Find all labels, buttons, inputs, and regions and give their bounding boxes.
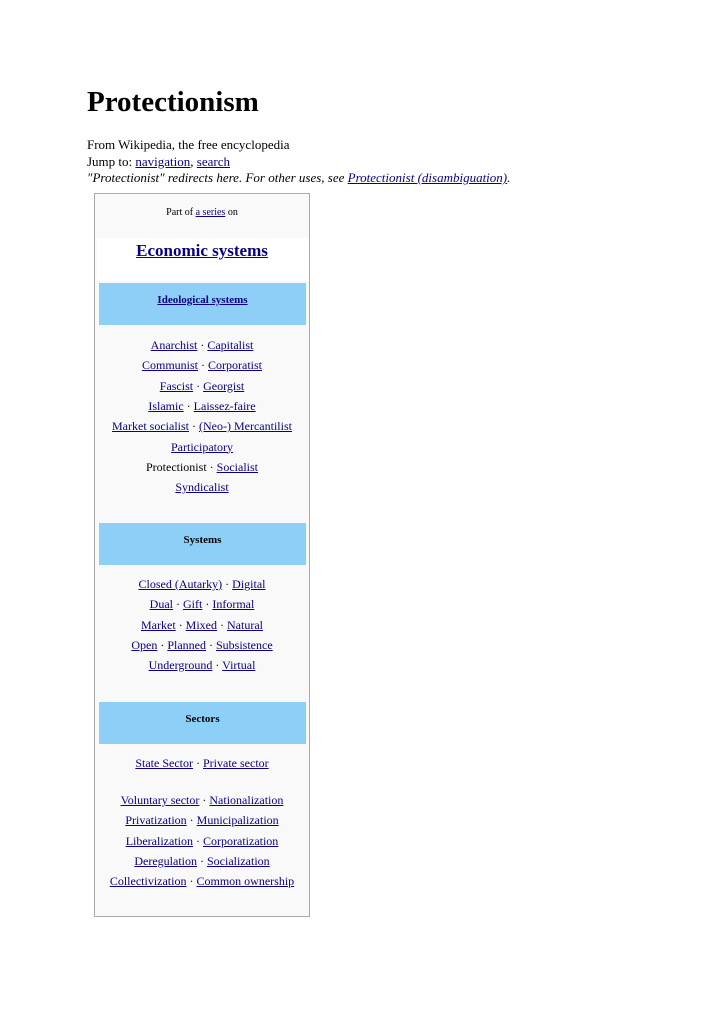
sidebar-heading bbox=[94, 241, 310, 261]
sidebar-row bbox=[94, 618, 310, 633]
part-of-prefix: Part of bbox=[166, 207, 194, 218]
separator-dot: · bbox=[186, 874, 197, 889]
separator-dot: · bbox=[197, 853, 207, 868]
sidebar-link-laissez-faire[interactable]: Laissez-faire bbox=[193, 398, 256, 413]
part-of-suffix: on bbox=[227, 207, 238, 218]
separator-dot: · bbox=[198, 358, 208, 373]
redirect-note bbox=[87, 170, 687, 187]
sidebar-link-neo-mercantilist[interactable]: (Neo-) Mercantilist bbox=[199, 419, 292, 434]
ideological-band bbox=[99, 283, 306, 325]
sidebar-row bbox=[94, 480, 310, 495]
sidebar-link-socialist[interactable]: Socialist bbox=[216, 459, 258, 474]
sidebar-link-georgist[interactable]: Georgist bbox=[203, 378, 245, 393]
separator-dot: · bbox=[183, 398, 194, 413]
economic-systems-link[interactable]: Economic systems bbox=[136, 241, 268, 260]
sidebar-row bbox=[94, 358, 310, 373]
navigation-link[interactable]: navigation bbox=[135, 153, 191, 169]
sidebar-link-closed-autarky[interactable]: Closed (Autarky) bbox=[138, 577, 223, 591]
separator-dot: · bbox=[202, 597, 213, 612]
systems-band bbox=[99, 523, 306, 565]
sidebar-row bbox=[94, 854, 310, 869]
sidebar-row bbox=[94, 638, 310, 653]
sidebar-link-syndicalist[interactable]: Syndicalist bbox=[175, 480, 229, 495]
sidebar-link-voluntary-sector[interactable]: Voluntary sector bbox=[120, 793, 200, 807]
sidebar-link-dual[interactable]: Dual bbox=[149, 597, 173, 612]
systems-heading: Systems bbox=[183, 534, 222, 546]
sidebar-link-fascist[interactable]: Fascist bbox=[159, 378, 194, 393]
separator-dot: · bbox=[193, 756, 203, 770]
separator-dot: · bbox=[175, 617, 186, 632]
sidebar-link-digital[interactable]: Digital bbox=[232, 577, 266, 591]
sidebar-row bbox=[94, 577, 310, 592]
separator-dot: · bbox=[193, 378, 204, 393]
redirect-text: "Protectionist" redirects here. For other uses, see bbox=[87, 170, 345, 185]
part-of-series bbox=[94, 207, 310, 219]
sidebar-link-market-socialist[interactable]: Market socialist bbox=[112, 419, 189, 434]
search-link[interactable]: search bbox=[196, 153, 230, 169]
sidebar-link-collectivization[interactable]: Collectivization bbox=[109, 874, 187, 889]
sidebar-link-capitalist[interactable]: Capitalist bbox=[207, 338, 254, 352]
sidebar-link-liberalization[interactable]: Liberalization bbox=[125, 833, 193, 848]
sidebar-link-common-ownership[interactable]: Common ownership bbox=[196, 874, 295, 889]
disambiguation-link[interactable]: Protectionist (disambiguation) bbox=[347, 170, 508, 185]
separator-dot: · bbox=[217, 617, 227, 632]
sidebar-link-natural[interactable]: Natural bbox=[227, 617, 263, 632]
sidebar-link-open[interactable]: Open bbox=[131, 637, 158, 652]
separator-dot: · bbox=[197, 338, 208, 352]
sidebar-row bbox=[94, 338, 310, 353]
separator-dot: · bbox=[206, 459, 217, 474]
jump-separator: , bbox=[190, 153, 194, 169]
sidebar-link-corporatist[interactable]: Corporatist bbox=[208, 358, 262, 373]
page-title: Protectionism bbox=[87, 86, 259, 118]
sidebar-row bbox=[94, 658, 310, 673]
sidebar-link-subsistence[interactable]: Subsistence bbox=[216, 637, 273, 652]
sidebar-row bbox=[94, 419, 310, 434]
sidebar-row bbox=[94, 597, 310, 612]
sidebar-row bbox=[94, 834, 310, 849]
sidebar-link-protectionist: Protectionist bbox=[145, 459, 207, 474]
separator-dot: · bbox=[189, 419, 199, 434]
separator-dot: · bbox=[206, 637, 216, 652]
separator-dot: · bbox=[222, 577, 233, 591]
sidebar-row bbox=[94, 874, 310, 889]
separator-dot: · bbox=[157, 637, 168, 652]
sidebar-link-communist[interactable]: Communist bbox=[141, 358, 198, 373]
sectors-band bbox=[99, 702, 306, 744]
sidebar-row bbox=[94, 460, 310, 475]
separator-dot: · bbox=[212, 658, 223, 673]
sidebar-link-virtual[interactable]: Virtual bbox=[222, 658, 256, 673]
sidebar-link-corporatization[interactable]: Corporatization bbox=[203, 833, 279, 848]
sidebar-link-underground[interactable]: Underground bbox=[148, 658, 213, 673]
sidebar-row bbox=[94, 379, 310, 394]
sidebar-link-participatory[interactable]: Participatory bbox=[171, 439, 233, 454]
jump-to-label: Jump to: bbox=[87, 153, 133, 169]
sidebar-link-informal[interactable]: Informal bbox=[212, 597, 255, 612]
sidebar-link-state-sector[interactable]: State Sector bbox=[135, 756, 193, 770]
sidebar-row bbox=[94, 399, 310, 414]
sidebar-row bbox=[94, 756, 310, 771]
separator-dot: · bbox=[186, 813, 197, 828]
sidebar-link-islamic[interactable]: Islamic bbox=[148, 398, 184, 413]
sidebar-link-private-sector[interactable]: Private sector bbox=[203, 756, 269, 770]
page-meta bbox=[87, 137, 687, 187]
sidebar-link-nationalization[interactable]: Nationalization bbox=[209, 793, 284, 807]
sidebar-link-mixed[interactable]: Mixed bbox=[185, 617, 217, 632]
sidebar-link-deregulation[interactable]: Deregulation bbox=[134, 853, 197, 868]
sidebar-row bbox=[94, 793, 310, 808]
separator-dot: · bbox=[199, 793, 210, 807]
separator-dot: · bbox=[173, 597, 183, 612]
sidebar-row bbox=[94, 440, 310, 455]
sidebar-link-gift[interactable]: Gift bbox=[183, 597, 203, 612]
sidebar-link-anarchist[interactable]: Anarchist bbox=[150, 338, 198, 352]
sidebar-link-planned[interactable]: Planned bbox=[167, 637, 206, 652]
separator-dot: · bbox=[193, 833, 203, 848]
jump-to-line bbox=[87, 154, 687, 171]
sidebar-link-socialization[interactable]: Socialization bbox=[207, 853, 270, 868]
sidebar-row bbox=[94, 813, 310, 828]
sidebar-link-market[interactable]: Market bbox=[141, 617, 176, 632]
series-link[interactable]: a series bbox=[195, 207, 226, 218]
sectors-heading: Sectors bbox=[185, 713, 220, 725]
sidebar-link-privatization[interactable]: Privatization bbox=[125, 813, 187, 828]
tagline: From Wikipedia, the free encyclopedia bbox=[87, 137, 290, 152]
redirect-end: . bbox=[507, 170, 511, 185]
ideological-systems-link[interactable]: Ideological systems bbox=[157, 294, 248, 306]
sidebar-link-municipalization[interactable]: Municipalization bbox=[196, 813, 279, 828]
